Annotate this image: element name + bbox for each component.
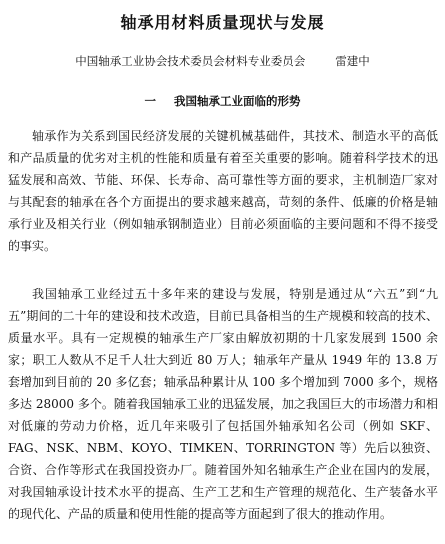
document-title: 轴承用材料质量现状与发展 <box>120 13 325 32</box>
body-paragraph: 轴承作为关系到国民经济发展的关键机械基础件，其技术、制造水平的高低和产品质量的优劣对主机的性能和质量有着至关重要的影响。随着科学技术的迅猛发展和高效、节能、环保、长寿命、高可靠性等方面的要求，主机制造厂家对与其配套的轴承在各个方面提出的要求越来越高，苛刻的条件、低廉的价格是轴承行业及相关行业（例如轴承钢制造业）目前必须面临的主要问题和不得不接受的事实。 <box>8 129 438 253</box>
section-title: 我国轴承工业面临的形势 <box>174 94 301 108</box>
author-organization: 中国轴承工业协会技术委员会材料专业委员会 <box>75 54 306 68</box>
author-name: 雷建中 <box>335 54 370 68</box>
body-paragraph: 我国轴承工业经过五十多年来的建设与发展，特别是通过从“六五”到“九五”期间的二十年的建设和技术改造，目前已具备相当的生产规模和较高的技术、质量水平。具有一定规模的轴承生产厂家由解放初期的十几家发展到 1500 余家；职工人数从不足千人壮大到近 80 万人；轴承年产量从 1949 年的 13.8 万套增加到目前的 20 多亿套；轴承品种累计从 100 多个增加到 7000 多个，规格多达 28000 多个。随着我国轴承工业的迅猛发展，加之我国巨大的市场潜力和相对低廉的劳动力价格，近几年来吸引了包括国外轴承知名公司（例如 SKF、FAG、NSK、NBM、KOYO、TIMKEN、TORRINGTON 等）先后以独资、合资、合作等形式在我国投资办厂。随着国外知名轴承生产企业在国内的发展，对我国轴承设计技术水平的提高、生产工艺和生产管理的规范化、生产装备水平的现代化、产品的质量和使用性能的提高等方面起到了很大的推动作用。 <box>8 287 438 521</box>
section-number: 一 <box>144 94 156 108</box>
section-heading <box>0 93 445 109</box>
byline <box>0 53 445 69</box>
